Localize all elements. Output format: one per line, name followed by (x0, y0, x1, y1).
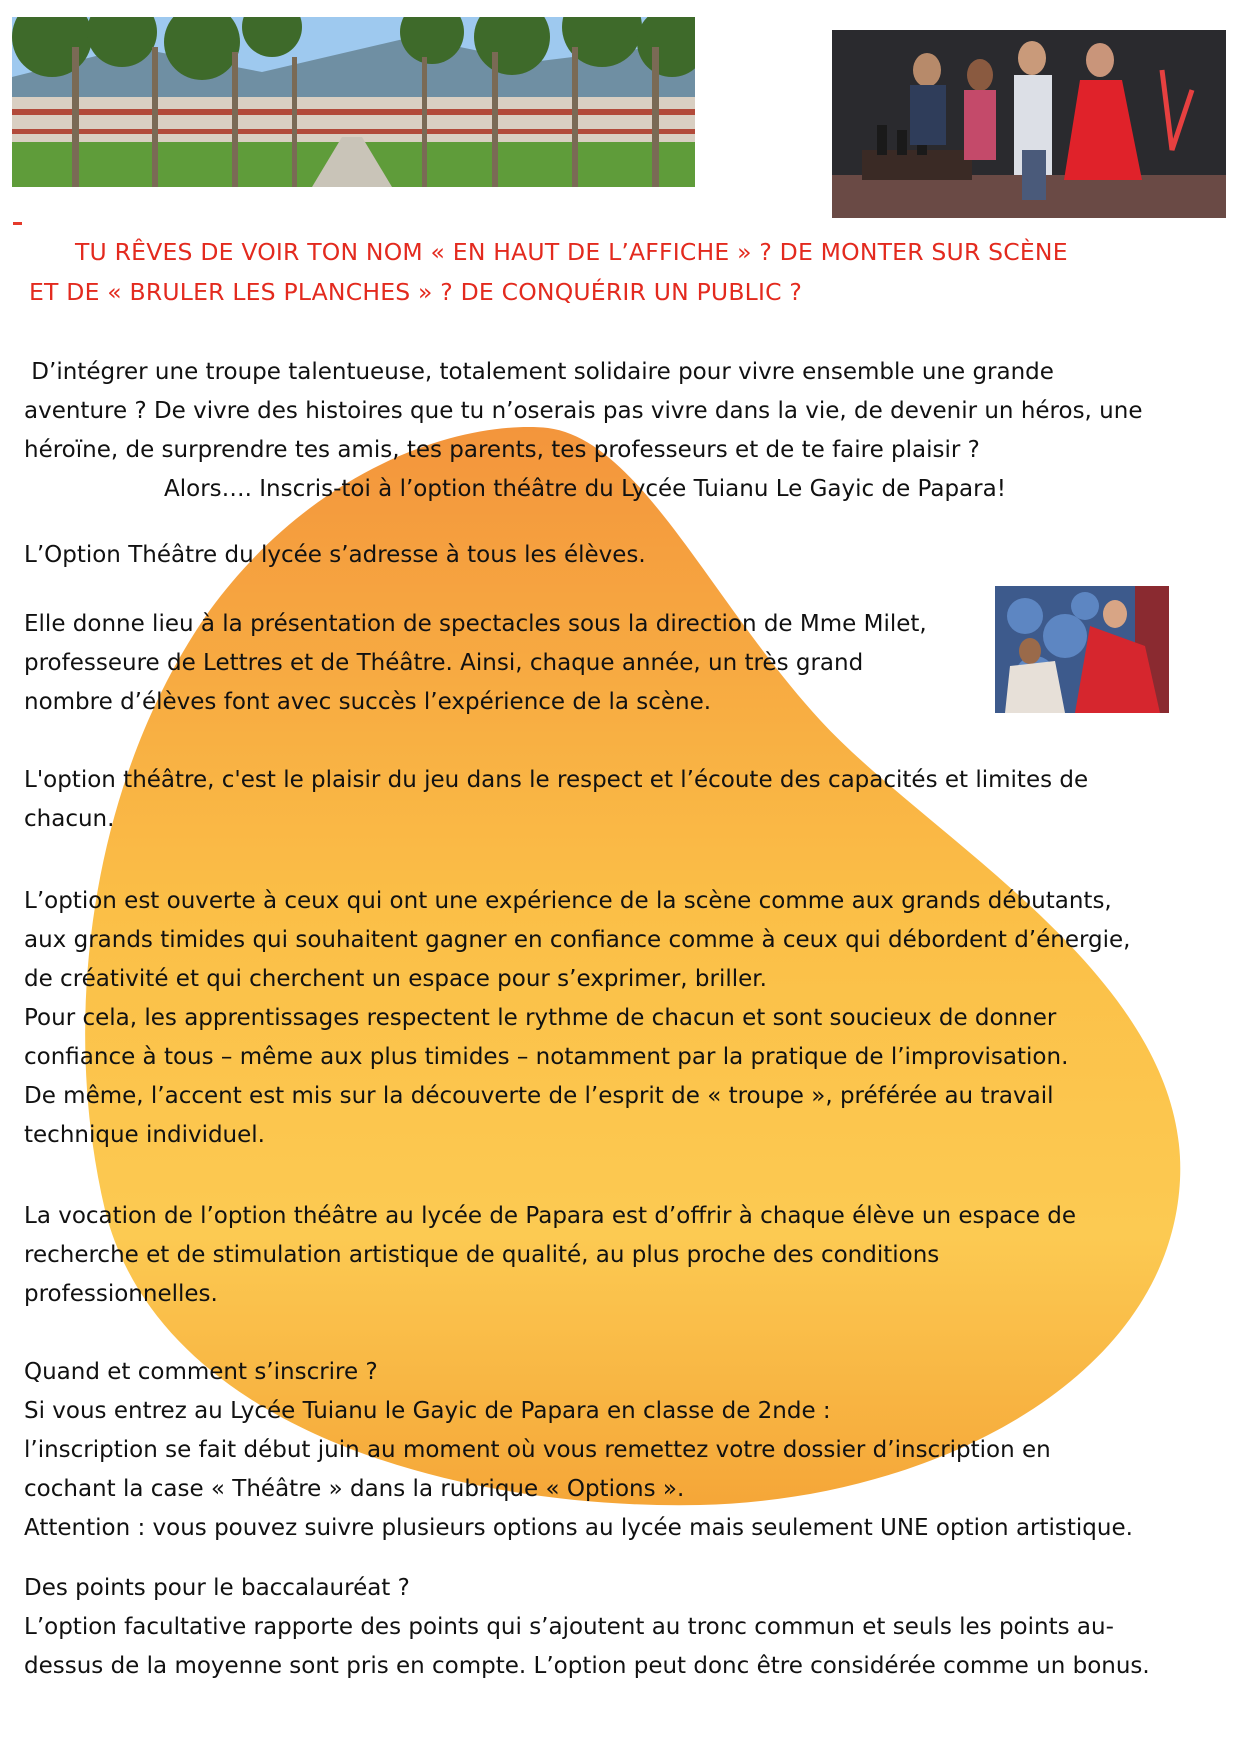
text-line: technique individuel. (24, 1122, 265, 1148)
intro-line: aventure ? De vivre des histoires que tu n’oserais pas vivre dans la vie, de devenir un héros, une (24, 398, 1143, 424)
paragraph-openness (24, 882, 1130, 1155)
text-line: professeure de Lettres et de Théâtre. Ainsi, chaque année, un très grand (24, 650, 864, 676)
section-question: Quand et comment s’inscrire ? (24, 1359, 378, 1385)
text-line: l’inscription se fait début juin au moment où vous remettez votre dossier d’inscription en (24, 1437, 1051, 1463)
text-line: Elle donne lieu à la présentation de spectacles sous la direction de Mme Milet, (24, 611, 927, 637)
section-question: Des points pour le baccalauréat ? (24, 1575, 410, 1601)
text-line: L'option théâtre, c'est le plaisir du jeu dans le respect et l’écoute des capacités et limites de (24, 767, 1089, 793)
text-line: La vocation de l’option théâtre au lycée de Papara est d’offrir à chaque élève un espace de (24, 1203, 1077, 1229)
text-line: recherche et de stimulation artistique de qualité, au plus proche des conditions (24, 1242, 940, 1268)
text-line: Attention : vous pouvez suivre plusieurs options au lycée mais seulement UNE option artistique. (24, 1515, 1133, 1541)
text-line: Si vous entrez au Lycée Tuianu le Gayic de Papara en classe de 2nde : (24, 1398, 831, 1424)
intro-call-to-action: Alors…. Inscris-toi à l’option théâtre du Lycée Tuianu Le Gayic de Papara! (164, 476, 1006, 502)
paragraph-baccalaureat (24, 1569, 1150, 1686)
headline-line-1: TU RÊVES DE VOIR TON NOM « EN HAUT DE L’AFFICHE » ? DE MONTER SUR SCÈNE (75, 238, 1068, 266)
text-line: De même, l’accent est mis sur la découverte de l’esprit de « troupe », préférée au travail (24, 1083, 1054, 1109)
paragraph-vocation (24, 1197, 1076, 1314)
headline-line-2: ET DE « BRULER LES PLANCHES » ? DE CONQUÉRIR UN PUBLIC ? (29, 278, 803, 306)
text-line: confiance à tous – même aux plus timides – notamment par la pratique de l’improvisation. (24, 1044, 1069, 1070)
paragraph-registration (24, 1353, 1133, 1548)
paragraph-pleasure (24, 761, 1088, 839)
stage-actors-photo (832, 30, 1226, 218)
text-line: cochant la case « Théâtre » dans la rubrique « Options ». (24, 1476, 685, 1502)
text-line: L’Option Théâtre du lycée s’adresse à tous les élèves. (24, 542, 646, 568)
text-line: nombre d’élèves font avec succès l’expérience de la scène. (24, 689, 712, 715)
text-line: L’option facultative rapporte des points qui s’ajoutent au tronc commun et seuls les points au- (24, 1614, 1114, 1640)
text-line: L’option est ouverte à ceux qui ont une expérience de la scène comme aux grands débutants, (24, 888, 1112, 914)
text-line: chacun. (24, 806, 115, 832)
intro-line: héroïne, de surprendre tes amis, tes parents, tes professeurs et de te faire plaisir ? (24, 437, 980, 463)
paragraph-direction (24, 605, 927, 722)
decorative-dash (13, 222, 22, 225)
text-line: Pour cela, les apprentissages respectent le rythme de chacun et sont soucieux de donner (24, 1005, 1057, 1031)
intro-paragraph (24, 353, 1142, 509)
school-campus-photo (12, 17, 695, 187)
rehearsal-photo (995, 586, 1169, 713)
text-line: aux grands timides qui souhaitent gagner en confiance comme à ceux qui débordent d’énergie, (24, 927, 1131, 953)
text-line: dessus de la moyenne sont pris en compte. L’option peut donc être considérée comme un bonus. (24, 1653, 1150, 1679)
intro-line: D’intégrer une troupe talentueuse, totalement solidaire pour vivre ensemble une grande (24, 359, 1054, 385)
text-line: de créativité et qui cherchent un espace pour s’exprimer, briller. (24, 966, 767, 992)
paragraph-audience (24, 536, 646, 575)
text-line: professionnelles. (24, 1281, 218, 1307)
